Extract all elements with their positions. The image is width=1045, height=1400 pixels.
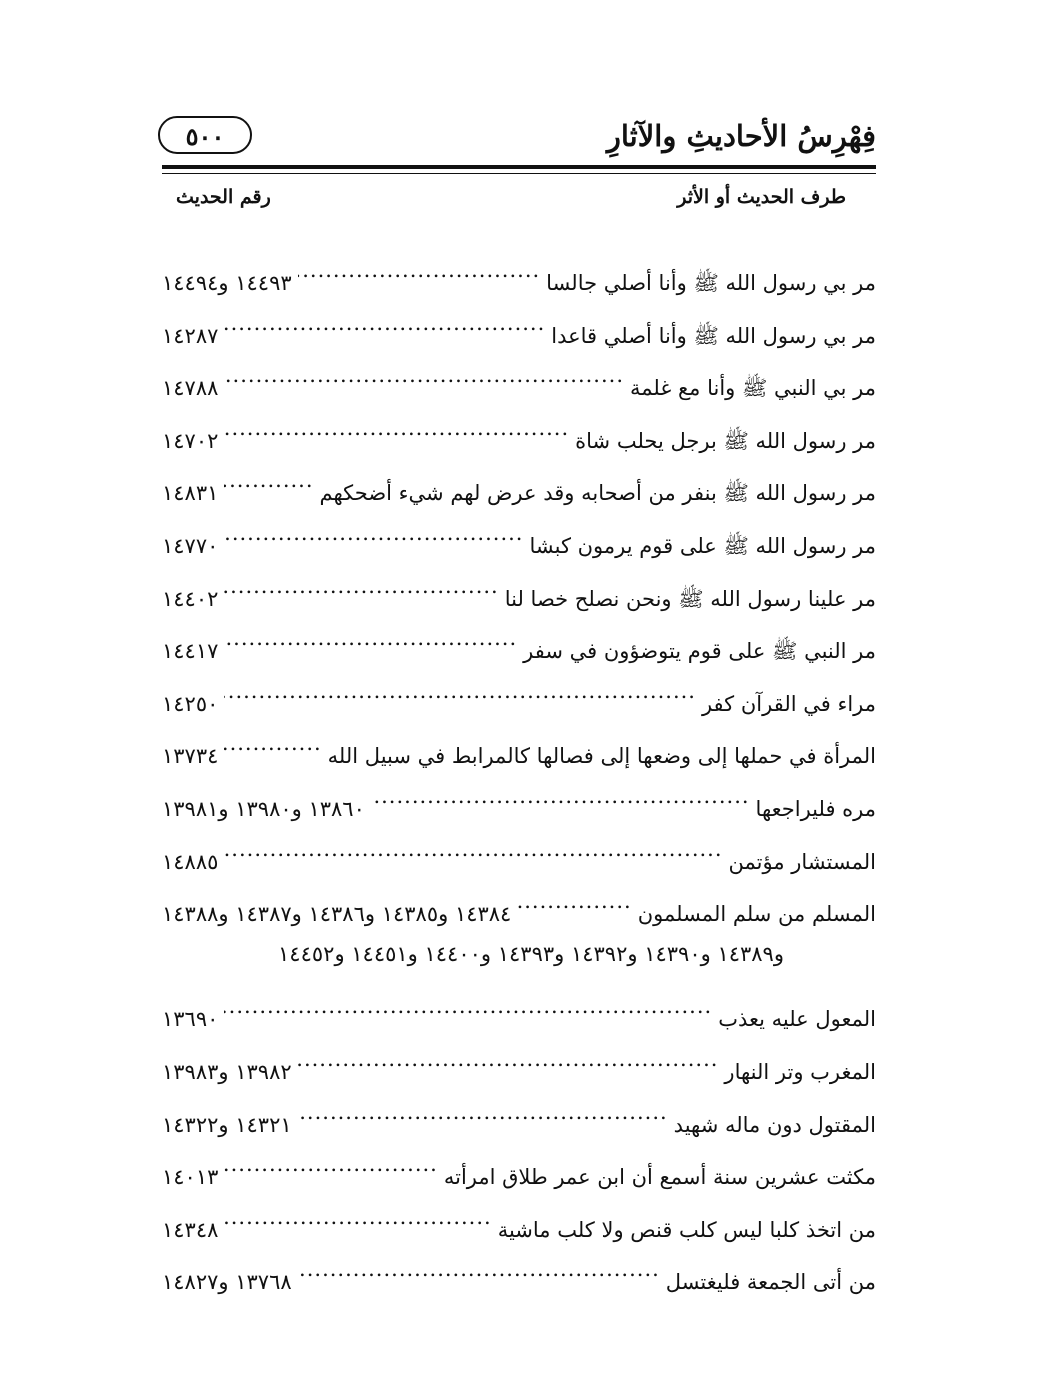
entry-text: مر بي رسول الله ﷺ وأنا أصلي قاعدا — [551, 323, 876, 348]
dot-leader — [371, 776, 750, 816]
dot-leader — [224, 723, 321, 763]
header-rule-thin — [162, 173, 876, 174]
index-entry — [162, 303, 876, 356]
entry-hadith-number: ١٣٦٩٠ — [162, 1007, 219, 1032]
column-header-number: رقم الحديث — [176, 186, 271, 208]
dot-leader — [224, 618, 517, 658]
entry-text: مر رسول الله ﷺ على قوم يرمون كبشا — [529, 533, 876, 558]
entry-hadith-number: ١٤٧٧٠ — [162, 533, 219, 558]
dot-leader — [224, 460, 313, 500]
entry-text: المعول عليه يعذب — [718, 1007, 876, 1032]
entry-text: مر بي رسول الله ﷺ وأنا أصلي جالسا — [546, 271, 876, 295]
index-entry — [162, 1144, 876, 1197]
dot-leader — [298, 1039, 719, 1079]
index-entry — [162, 566, 876, 619]
index-entry — [162, 671, 876, 724]
entry-hadith-number: ١٤٣٢١ و١٤٣٢٢ — [162, 1112, 292, 1137]
entry-text: مره فليراجعها — [755, 796, 876, 821]
dot-leader — [517, 881, 631, 921]
entry-text: من اتخذ كلبا ليس كلب قنص ولا كلب ماشية — [497, 1217, 876, 1242]
dot-leader — [224, 303, 545, 343]
index-entry — [162, 618, 876, 671]
dot-leader — [298, 250, 541, 290]
index-entry — [162, 881, 876, 934]
entry-text: مر رسول الله ﷺ بنفر من أصحابه وقد عرض لهم شيء أضحكهم — [319, 481, 876, 506]
page-number: ٥٠٠ — [158, 116, 252, 154]
entry-text: مر رسول الله ﷺ برجل يحلب شاة — [575, 428, 876, 453]
column-header-hadith: طرف الحديث أو الأثر — [677, 186, 846, 208]
index-entry — [162, 829, 876, 882]
entry-hadith-number: ١٤٧٠٢ — [162, 428, 219, 453]
entry-hadith-number: ١٣٧٣٤ — [162, 744, 219, 769]
running-head — [162, 110, 876, 166]
entry-text: المستشار مؤتمن — [728, 849, 876, 874]
entry-hadith-number: ١٤٠١٣ — [162, 1165, 219, 1190]
index-entry — [162, 460, 876, 513]
dot-leader — [224, 566, 498, 606]
dot-leader — [224, 355, 624, 395]
running-title: فِهْرِسُ الأحاديثِ والآثارِ — [606, 119, 876, 153]
index-entry — [162, 776, 876, 829]
index-entry — [162, 986, 876, 1039]
index-entries — [162, 250, 876, 1302]
index-entry — [162, 355, 876, 408]
index-entry — [162, 1249, 876, 1302]
column-headers — [162, 186, 876, 216]
entry-hadith-number: ١٤٤٩٣ و١٤٤٩٤ — [162, 271, 292, 295]
dot-leader — [224, 408, 569, 448]
index-entry — [162, 250, 876, 303]
entry-text: مراء في القرآن كفر — [701, 691, 876, 716]
entry-text: مكثت عشرين سنة أسمع أن ابن عمر طلاق امرأته — [443, 1165, 876, 1190]
dot-leader — [224, 1197, 491, 1237]
index-entry — [162, 513, 876, 566]
dot-leader — [224, 671, 696, 711]
entry-text: المرأة في حملها إلى وضعها إلى فصالها كالمرابط في سبيل الله — [327, 744, 876, 769]
dot-leader — [224, 513, 523, 553]
entry-text: مر النبي ﷺ على قوم يتوضؤون في سفر — [523, 639, 876, 664]
index-entry — [162, 1092, 876, 1145]
dot-leader — [224, 829, 722, 869]
entry-hadith-number: ١٣٧٦٨ و١٤٨٢٧ — [162, 1270, 292, 1295]
index-page — [162, 110, 876, 1310]
entry-hadith-number: ١٤٨٨٥ — [162, 849, 219, 874]
entry-hadith-number: ١٤٧٨٨ — [162, 376, 219, 401]
dot-leader — [298, 1249, 660, 1289]
entry-text: من أتى الجمعة فليغتسل — [665, 1270, 876, 1295]
header-rule-thick — [162, 165, 876, 169]
entry-hadith-number: ١٣٩٨٢ و١٣٩٨٣ — [162, 1059, 292, 1084]
index-entry — [162, 1197, 876, 1250]
dot-leader — [224, 1144, 437, 1184]
index-entry — [162, 408, 876, 461]
entry-hadith-number: ١٤٤١٧ — [162, 639, 219, 664]
entry-continuation: و١٤٣٨٩ و١٤٣٩٠ و١٤٣٩٢ و١٤٣٩٣ و١٤٤٠٠ و١٤٤٥١ و١٤٤٥٢ — [278, 941, 784, 966]
entry-hadith-number: ١٤٣٤٨ — [162, 1217, 219, 1242]
entry-text: المقتول دون ماله شهيد — [673, 1112, 876, 1137]
index-entry — [162, 723, 876, 776]
entry-hadith-number: ١٤٨٣١ — [162, 481, 219, 506]
entry-hadith-number: ١٣٨٦٠ و١٣٩٨٠ و١٣٩٨١ — [162, 796, 365, 821]
dot-leader — [298, 1092, 668, 1132]
entry-text: المغرب وتر النهار — [724, 1059, 876, 1084]
entry-hadith-number: ١٤٢٥٠ — [162, 691, 219, 716]
index-entry — [162, 1039, 876, 1092]
entry-text: مر بي النبي ﷺ وأنا مع غلمة — [630, 376, 876, 401]
entry-hadith-number: ١٤٤٠٢ — [162, 586, 219, 611]
dot-leader — [224, 986, 712, 1026]
entry-text: مر علينا رسول الله ﷺ ونحن نصلح خصا لنا — [504, 586, 876, 611]
entry-hadith-number: ١٤٣٨٤ و١٤٣٨٥ و١٤٣٨٦ و١٤٣٨٧ و١٤٣٨٨ — [162, 902, 512, 927]
entry-hadith-number: ١٤٢٨٧ — [162, 323, 219, 348]
entry-text: المسلم من سلم المسلمون — [637, 902, 876, 927]
